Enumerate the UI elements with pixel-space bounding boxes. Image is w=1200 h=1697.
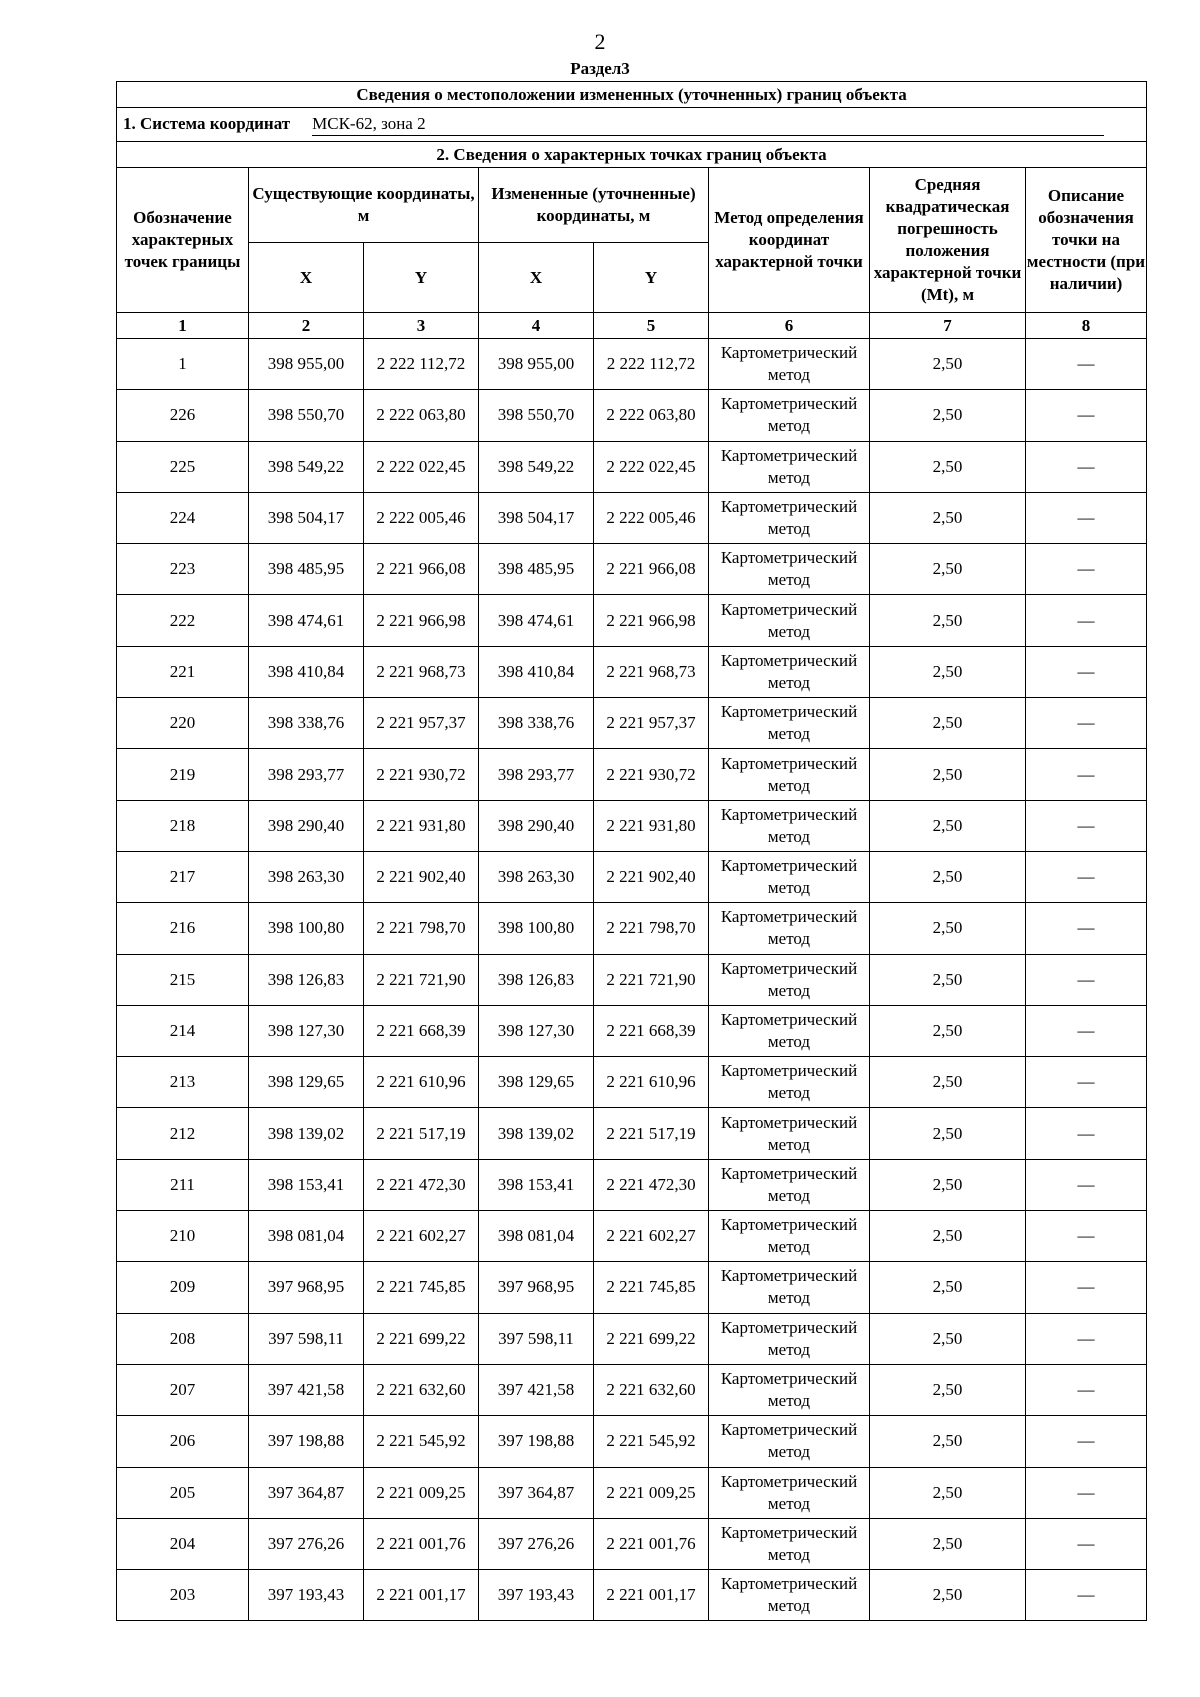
changed-x-value: 397 598,11 [479,1313,594,1364]
point-number: 1 [117,339,249,390]
table-row [117,903,1147,954]
existing-x-value: 398 504,17 [249,492,364,543]
changed-x-value: 397 193,43 [479,1570,594,1621]
point-number: 205 [117,1467,249,1518]
description-value: — [1026,1416,1147,1467]
existing-x-value: 398 955,00 [249,339,364,390]
table-row [117,749,1147,800]
point-number: 225 [117,441,249,492]
changed-y-value: 2 221 610,96 [594,1057,709,1108]
changed-x-value: 397 968,95 [479,1262,594,1313]
point-number: 204 [117,1518,249,1569]
error-value: 2,50 [870,800,1026,851]
description-value: — [1026,1211,1147,1262]
changed-y-value: 2 221 545,92 [594,1416,709,1467]
changed-x-value: 397 276,26 [479,1518,594,1569]
error-value: 2,50 [870,1416,1026,1467]
method-value: Картометрический метод [709,851,870,902]
existing-x-value: 397 198,88 [249,1416,364,1467]
existing-x-value: 397 364,87 [249,1467,364,1518]
column-number-row [117,313,1147,339]
method-value: Картометрический метод [709,749,870,800]
existing-x-value: 398 129,65 [249,1057,364,1108]
existing-y-value: 2 222 112,72 [364,339,479,390]
column-number: 5 [594,313,709,339]
point-number: 213 [117,1057,249,1108]
existing-y-value: 2 221 001,76 [364,1518,479,1569]
description-value: — [1026,698,1147,749]
existing-x-value: 398 485,95 [249,544,364,595]
changed-x-value: 398 100,80 [479,903,594,954]
description-value: — [1026,954,1147,1005]
table-row [117,1262,1147,1313]
header-error: Средняя квадратическая погрешность положения характерной точки (Mt), м [870,168,1026,313]
error-value: 2,50 [870,954,1026,1005]
description-value: — [1026,339,1147,390]
existing-y-value: 2 221 009,25 [364,1467,479,1518]
existing-y-value: 2 221 745,85 [364,1262,479,1313]
existing-x-value: 398 263,30 [249,851,364,902]
table-row [117,646,1147,697]
method-value: Картометрический метод [709,1313,870,1364]
point-number: 212 [117,1108,249,1159]
changed-y-value: 2 222 005,46 [594,492,709,543]
changed-y-value: 2 221 966,08 [594,544,709,595]
section-title: Раздел3 [570,59,630,78]
existing-x-value: 397 421,58 [249,1364,364,1415]
changed-x-value: 398 081,04 [479,1211,594,1262]
table-row [117,1108,1147,1159]
method-value: Картометрический метод [709,492,870,543]
existing-x-value: 398 550,70 [249,390,364,441]
changed-x-value: 398 129,65 [479,1057,594,1108]
description-value: — [1026,492,1147,543]
column-number: 3 [364,313,479,339]
changed-y-value: 2 221 001,76 [594,1518,709,1569]
existing-x-value: 397 968,95 [249,1262,364,1313]
existing-y-value: 2 221 966,98 [364,595,479,646]
changed-x-value: 397 364,87 [479,1467,594,1518]
method-value: Картометрический метод [709,1057,870,1108]
table-row [117,1211,1147,1262]
existing-x-value: 398 338,76 [249,698,364,749]
changed-y-value: 2 222 063,80 [594,390,709,441]
changed-x-value: 398 293,77 [479,749,594,800]
table-row [117,1159,1147,1210]
table-row [117,1005,1147,1056]
changed-y-value: 2 221 721,90 [594,954,709,1005]
description-value: — [1026,1467,1147,1518]
error-value: 2,50 [870,1159,1026,1210]
method-value: Картометрический метод [709,954,870,1005]
changed-y-value: 2 221 930,72 [594,749,709,800]
point-number: 216 [117,903,249,954]
existing-x-value: 398 100,80 [249,903,364,954]
table-row [117,390,1147,441]
description-value: — [1026,441,1147,492]
description-value: — [1026,851,1147,902]
description-value: — [1026,749,1147,800]
error-value: 2,50 [870,698,1026,749]
existing-x-value: 398 410,84 [249,646,364,697]
table-row [117,1570,1147,1621]
point-number: 224 [117,492,249,543]
error-value: 2,50 [870,1005,1026,1056]
column-number: 7 [870,313,1026,339]
description-value: — [1026,903,1147,954]
method-value: Картометрический метод [709,1364,870,1415]
changed-x-value: 398 549,22 [479,441,594,492]
changed-y-value: 2 221 957,37 [594,698,709,749]
changed-y-value: 2 221 517,19 [594,1108,709,1159]
error-value: 2,50 [870,1262,1026,1313]
point-number: 207 [117,1364,249,1415]
table-row [117,1057,1147,1108]
table-row [117,1518,1147,1569]
changed-x-value: 398 153,41 [479,1159,594,1210]
table-row [117,1416,1147,1467]
table-row [117,1313,1147,1364]
column-number: 6 [709,313,870,339]
table-body [117,82,1147,1621]
description-value: — [1026,1570,1147,1621]
header-changed-x: X [479,243,594,313]
existing-y-value: 2 221 632,60 [364,1364,479,1415]
table-row [117,800,1147,851]
description-value: — [1026,1364,1147,1415]
existing-x-value: 397 276,26 [249,1518,364,1569]
method-value: Картометрический метод [709,698,870,749]
existing-y-value: 2 221 902,40 [364,851,479,902]
changed-x-value: 398 139,02 [479,1108,594,1159]
point-number: 208 [117,1313,249,1364]
table-row [117,954,1147,1005]
existing-y-value: 2 221 668,39 [364,1005,479,1056]
point-number: 211 [117,1159,249,1210]
description-value: — [1026,390,1147,441]
error-value: 2,50 [870,1108,1026,1159]
header-existing-coords: Существующие координаты, м [249,168,479,243]
method-value: Картометрический метод [709,339,870,390]
changed-x-value: 397 421,58 [479,1364,594,1415]
existing-x-value: 398 474,61 [249,595,364,646]
method-value: Картометрический метод [709,595,870,646]
method-value: Картометрический метод [709,441,870,492]
changed-x-value: 398 550,70 [479,390,594,441]
point-number: 203 [117,1570,249,1621]
existing-x-value: 397 193,43 [249,1570,364,1621]
method-value: Картометрический метод [709,800,870,851]
column-number: 8 [1026,313,1147,339]
description-value: — [1026,595,1147,646]
column-number: 2 [249,313,364,339]
changed-x-value: 398 338,76 [479,698,594,749]
error-value: 2,50 [870,441,1026,492]
method-value: Картометрический метод [709,544,870,595]
description-value: — [1026,800,1147,851]
error-value: 2,50 [870,851,1026,902]
existing-y-value: 2 221 472,30 [364,1159,479,1210]
column-number: 4 [479,313,594,339]
error-value: 2,50 [870,1211,1026,1262]
coord-system-label: 1. Система координат [123,114,291,133]
method-value: Картометрический метод [709,1570,870,1621]
error-value: 2,50 [870,1467,1026,1518]
point-number: 226 [117,390,249,441]
main-heading: Сведения о местоположении измененных (уточненных) границ объекта [117,82,1147,108]
existing-x-value: 398 127,30 [249,1005,364,1056]
changed-y-value: 2 222 112,72 [594,339,709,390]
table-row [117,851,1147,902]
changed-y-value: 2 221 931,80 [594,800,709,851]
description-value: — [1026,1518,1147,1569]
header-changed-coords: Измененные (уточненные) координаты, м [479,168,709,243]
error-value: 2,50 [870,749,1026,800]
table-row [117,1467,1147,1518]
error-value: 2,50 [870,492,1026,543]
existing-x-value: 398 153,41 [249,1159,364,1210]
changed-x-value: 398 290,40 [479,800,594,851]
changed-y-value: 2 221 009,25 [594,1467,709,1518]
point-number: 214 [117,1005,249,1056]
existing-y-value: 2 221 602,27 [364,1211,479,1262]
changed-x-value: 398 955,00 [479,339,594,390]
error-value: 2,50 [870,903,1026,954]
existing-y-value: 2 221 721,90 [364,954,479,1005]
table-row [117,339,1147,390]
error-value: 2,50 [870,339,1026,390]
point-number: 218 [117,800,249,851]
existing-y-value: 2 221 699,22 [364,1313,479,1364]
existing-y-value: 2 221 798,70 [364,903,479,954]
existing-y-value: 2 222 005,46 [364,492,479,543]
point-number: 220 [117,698,249,749]
changed-y-value: 2 221 798,70 [594,903,709,954]
error-value: 2,50 [870,1057,1026,1108]
existing-y-value: 2 221 957,37 [364,698,479,749]
table-row [117,544,1147,595]
error-value: 2,50 [870,390,1026,441]
error-value: 2,50 [870,1518,1026,1569]
point-number: 209 [117,1262,249,1313]
changed-x-value: 398 485,95 [479,544,594,595]
existing-x-value: 398 081,04 [249,1211,364,1262]
point-number: 222 [117,595,249,646]
boundary-points-table [116,81,1147,1621]
changed-x-value: 398 504,17 [479,492,594,543]
changed-y-value: 2 221 472,30 [594,1159,709,1210]
error-value: 2,50 [870,1570,1026,1621]
page-number: 2 [594,29,606,54]
header-existing-x: X [249,243,364,313]
existing-x-value: 398 126,83 [249,954,364,1005]
changed-x-value: 397 198,88 [479,1416,594,1467]
changed-y-value: 2 222 022,45 [594,441,709,492]
existing-y-value: 2 221 545,92 [364,1416,479,1467]
existing-y-value: 2 221 966,08 [364,544,479,595]
coord-system-value: МСК-62, зона 2 [312,113,1104,136]
point-number: 206 [117,1416,249,1467]
existing-y-value: 2 221 517,19 [364,1108,479,1159]
changed-y-value: 2 221 001,17 [594,1570,709,1621]
header-designation: Обозначение характерных точек границы [117,168,249,313]
description-value: — [1026,1005,1147,1056]
point-number: 223 [117,544,249,595]
error-value: 2,50 [870,646,1026,697]
table-row [117,1364,1147,1415]
existing-y-value: 2 221 610,96 [364,1057,479,1108]
changed-y-value: 2 221 632,60 [594,1364,709,1415]
existing-x-value: 398 293,77 [249,749,364,800]
description-value: — [1026,1159,1147,1210]
existing-x-value: 397 598,11 [249,1313,364,1364]
changed-y-value: 2 221 968,73 [594,646,709,697]
description-value: — [1026,1057,1147,1108]
existing-y-value: 2 221 931,80 [364,800,479,851]
changed-x-value: 398 127,30 [479,1005,594,1056]
table-row [117,441,1147,492]
table-row [117,595,1147,646]
changed-y-value: 2 221 745,85 [594,1262,709,1313]
header-existing-y: Y [364,243,479,313]
table-row [117,698,1147,749]
method-value: Картометрический метод [709,1159,870,1210]
existing-y-value: 2 221 930,72 [364,749,479,800]
error-value: 2,50 [870,1364,1026,1415]
error-value: 2,50 [870,544,1026,595]
header-changed-y: Y [594,243,709,313]
changed-x-value: 398 126,83 [479,954,594,1005]
method-value: Картометрический метод [709,1211,870,1262]
method-value: Картометрический метод [709,646,870,697]
coord-system-cell [117,108,1147,142]
error-value: 2,50 [870,1313,1026,1364]
header-description: Описание обозначения точки на местности (при наличии) [1026,168,1147,313]
method-value: Картометрический метод [709,1005,870,1056]
header-method: Метод определения координат характерной точки [709,168,870,313]
existing-x-value: 398 290,40 [249,800,364,851]
description-value: — [1026,1108,1147,1159]
method-value: Картометрический метод [709,390,870,441]
column-number: 1 [117,313,249,339]
method-value: Картометрический метод [709,1518,870,1569]
point-number: 215 [117,954,249,1005]
method-value: Картометрический метод [709,903,870,954]
method-value: Картометрический метод [709,1262,870,1313]
existing-y-value: 2 221 001,17 [364,1570,479,1621]
method-value: Картометрический метод [709,1467,870,1518]
changed-x-value: 398 474,61 [479,595,594,646]
description-value: — [1026,646,1147,697]
existing-x-value: 398 139,02 [249,1108,364,1159]
point-number: 210 [117,1211,249,1262]
method-value: Картометрический метод [709,1108,870,1159]
changed-y-value: 2 221 902,40 [594,851,709,902]
coord-system-row [117,108,1147,142]
description-value: — [1026,1313,1147,1364]
main-heading-row [117,82,1147,108]
point-number: 219 [117,749,249,800]
point-number: 221 [117,646,249,697]
existing-y-value: 2 222 063,80 [364,390,479,441]
changed-y-value: 2 221 966,98 [594,595,709,646]
existing-x-value: 398 549,22 [249,441,364,492]
points-subheading: 2. Сведения о характерных точках границ объекта [117,142,1147,168]
changed-y-value: 2 221 668,39 [594,1005,709,1056]
point-number: 217 [117,851,249,902]
description-value: — [1026,544,1147,595]
error-value: 2,50 [870,595,1026,646]
changed-x-value: 398 410,84 [479,646,594,697]
method-value: Картометрический метод [709,1416,870,1467]
existing-y-value: 2 222 022,45 [364,441,479,492]
changed-y-value: 2 221 602,27 [594,1211,709,1262]
subheading-row [117,142,1147,168]
description-value: — [1026,1262,1147,1313]
existing-y-value: 2 221 968,73 [364,646,479,697]
header-row-1 [117,168,1147,243]
table-row [117,492,1147,543]
changed-x-value: 398 263,30 [479,851,594,902]
changed-y-value: 2 221 699,22 [594,1313,709,1364]
